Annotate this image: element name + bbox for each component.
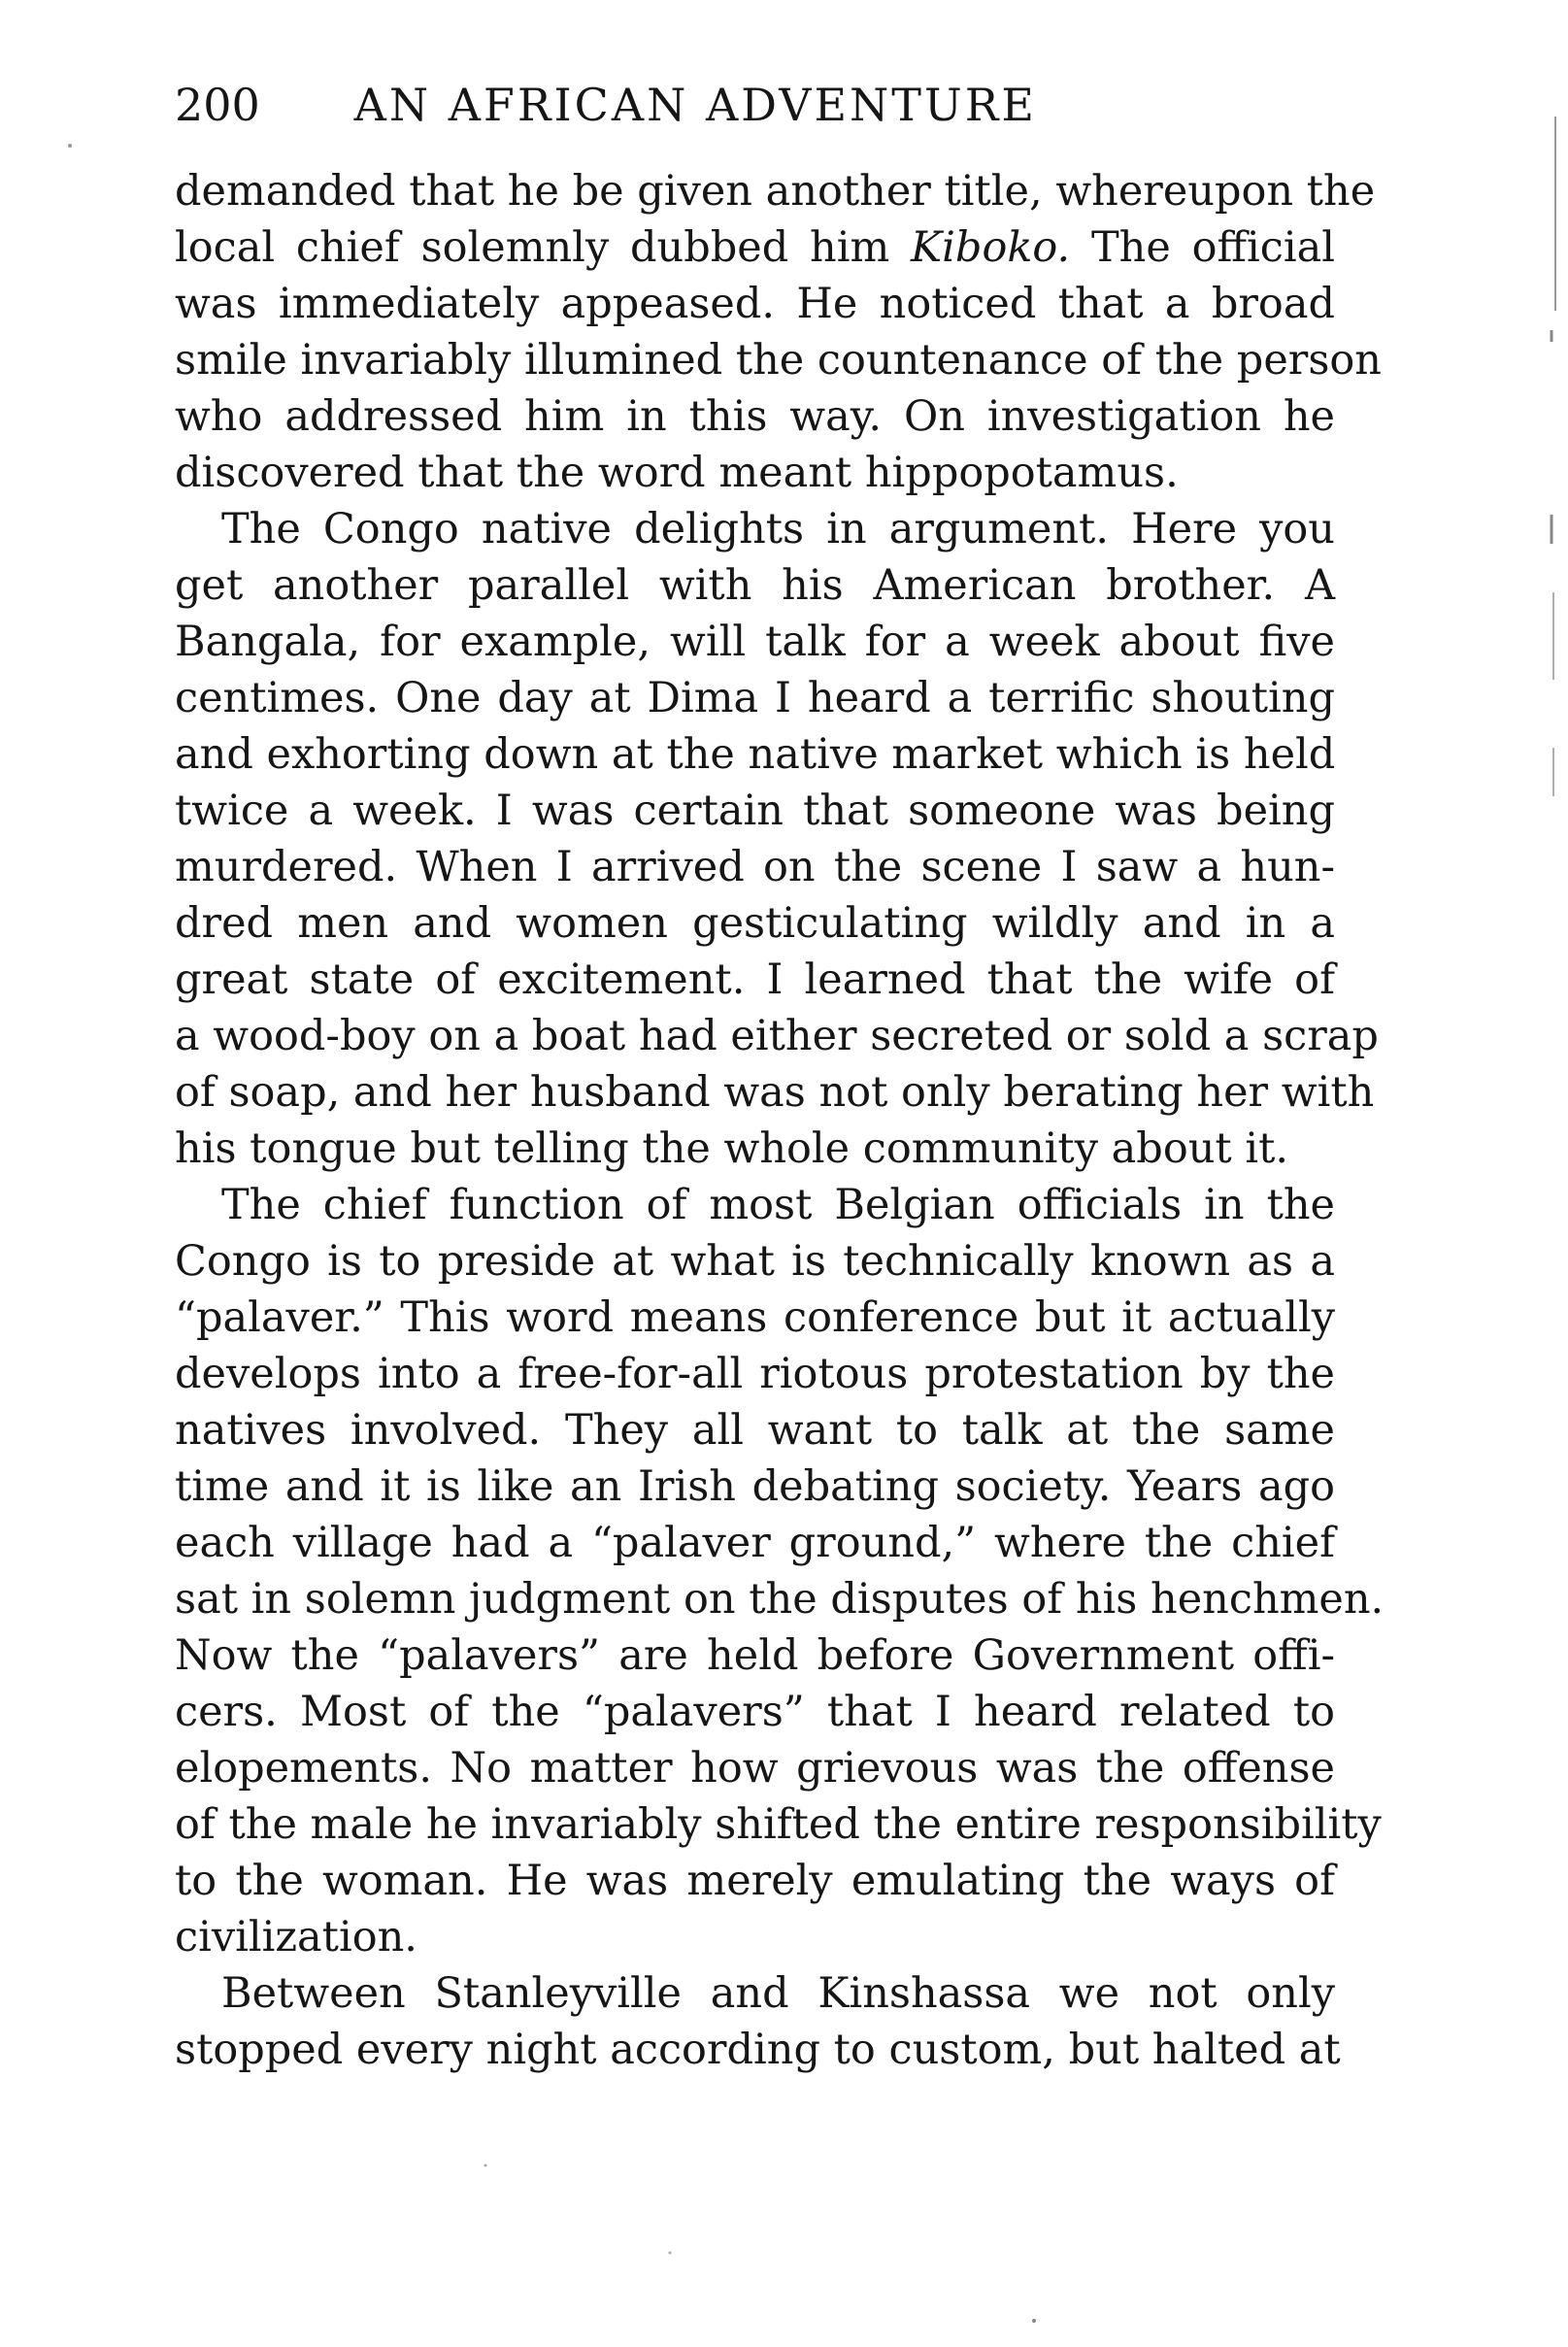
text-line: a wood-boy on a boat had either secreted or sold a scrap	[175, 1012, 1379, 1060]
text-line: Now the “palavers” are held before Government offi-	[175, 1631, 1335, 1680]
text-line: Congo is to preside at what is technically known as a	[175, 1237, 1335, 1286]
text-line: each village had a “palaver ground,” where the chief	[175, 1519, 1335, 1567]
text-line: who addressed him in this way. On investigation he	[175, 392, 1335, 441]
text-line: natives involved. They all want to talk at the same	[175, 1406, 1335, 1455]
text-line: time and it is like an Irish debating society. Years ago	[175, 1462, 1335, 1511]
text-line: smile invariably illumined the countenance of the person	[175, 336, 1382, 385]
text-line: elopements. No matter how grievous was the offense	[175, 1744, 1335, 1793]
speck-mark	[68, 144, 72, 148]
speck-mark	[669, 2252, 672, 2255]
text-line: his tongue but telling the whole community about it.	[175, 1124, 1289, 1173]
text-line: discovered that the word meant hippopotamus.	[175, 449, 1179, 497]
text-line: “palaver.” This word means conference but it actually	[175, 1293, 1335, 1342]
text-line: of the male he invariably shifted the entire responsibility	[175, 1800, 1382, 1849]
italic-word: Kiboko.	[911, 223, 1071, 272]
speck-mark	[484, 2164, 487, 2167]
text-line: to the woman. He was merely emulating the ways of	[175, 1857, 1335, 1905]
text-line: centimes. One day at Dima I heard a terrific shouting	[175, 674, 1335, 722]
text-line: demanded that he be given another title, whereupon the	[175, 167, 1376, 216]
running-title: AN AFRICAN ADVENTURE	[353, 79, 1037, 131]
text-line: civilization.	[175, 1913, 417, 1961]
text-line: local chief solemnly dubbed him Kiboko. The official	[175, 223, 1335, 272]
text-line: great state of excitement. I learned that the wife of	[175, 956, 1335, 1004]
text-line: and exhorting down at the native market which is held	[175, 730, 1336, 779]
text-line: The Congo native delights in argument. Here you	[221, 505, 1335, 553]
text-line: Between Stanleyville and Kinshassa we not only	[221, 1969, 1335, 2018]
text-line: The chief function of most Belgian officials in the	[221, 1181, 1335, 1229]
body-text	[175, 163, 1385, 2078]
text-line: stopped every night according to custom, but halted at	[175, 2026, 1341, 2074]
speck-mark	[1032, 2319, 1036, 2323]
text-line: sat in solemn judgment on the disputes of his henchmen.	[175, 1575, 1385, 1624]
running-head	[175, 76, 1340, 134]
text-line: Bangala, for example, will talk for a week about five	[175, 618, 1335, 666]
text-line: was immediately appeased. He noticed that a broad	[175, 280, 1335, 328]
text-line: twice a week. I was certain that someone was being	[175, 787, 1335, 835]
text-line: develops into a free-for-all riotous protestation by the	[175, 1350, 1335, 1398]
text-line: get another parallel with his American brother. A	[175, 561, 1335, 610]
text-line: dred men and women gesticulating wildly and in a	[175, 899, 1335, 948]
text-line: murdered. When I arrived on the scene I saw a hun-	[175, 843, 1335, 891]
text-line: of soap, and her husband was not only berating her with	[175, 1068, 1375, 1117]
text-line: cers. Most of the “palavers” that I heard related to	[175, 1688, 1335, 1736]
page-number: 200	[175, 79, 260, 131]
